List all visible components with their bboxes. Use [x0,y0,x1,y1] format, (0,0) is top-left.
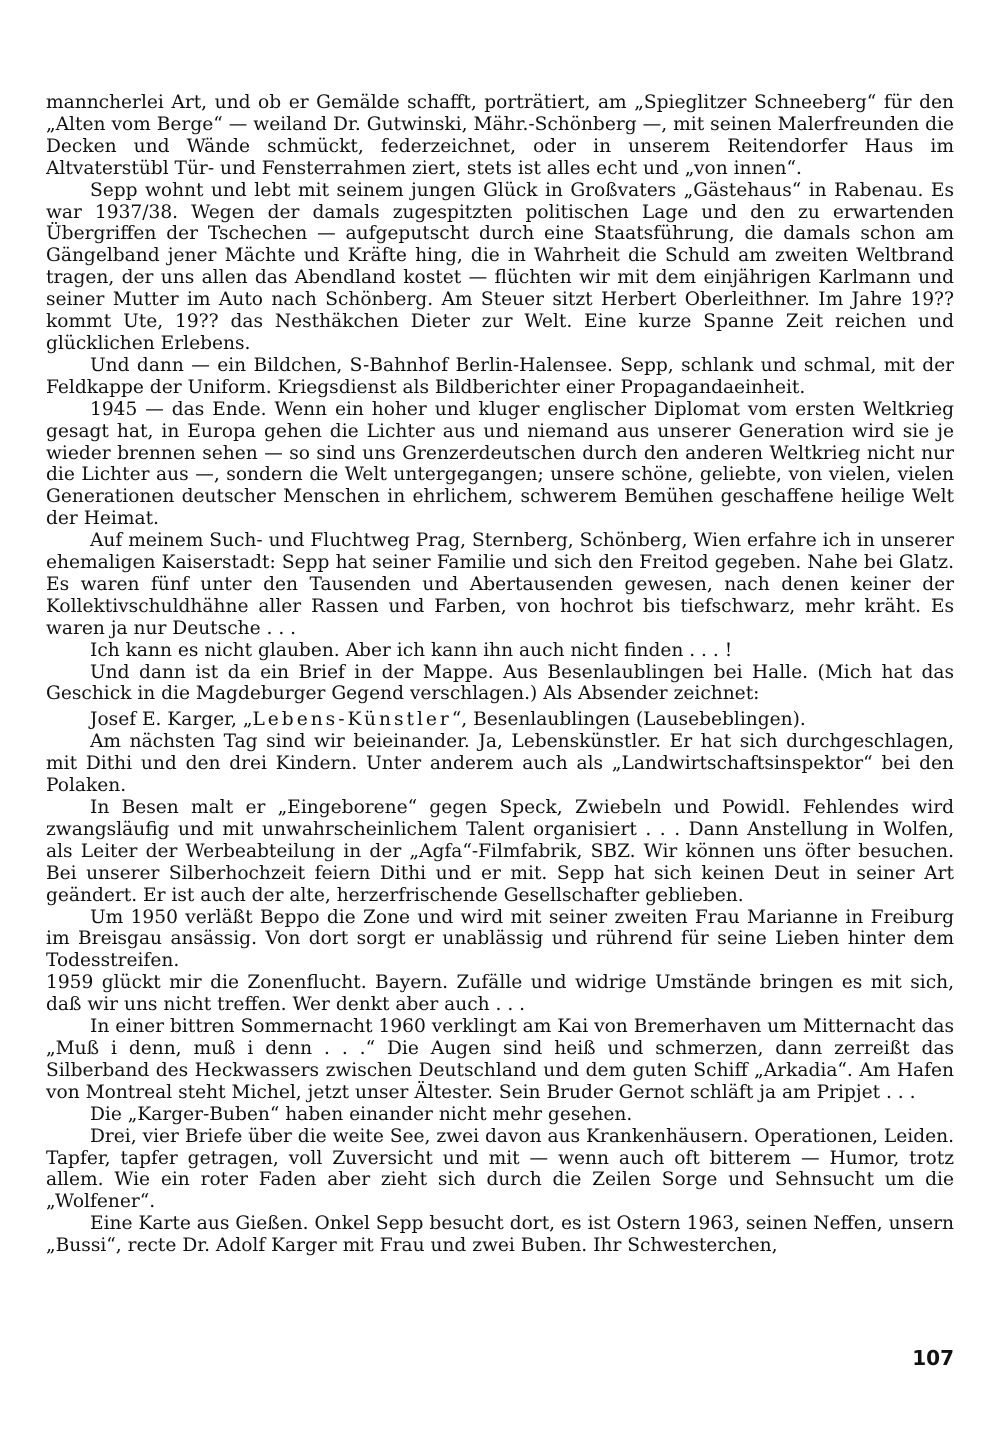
paragraph: manncherlei Art, und ob er Gemälde schafft, porträtiert, am „Spieglitzer Schneeberg“ für den „Alten vom Berge“ — weiland Dr. Gutwinski, Mähr.-Schönberg —, mit seinen Malerfreunden die Decken und Wände schmückt, federzeichnet, oder in unserem Reitendorfer Haus im Altvaterstübl Tür- und Fensterrahmen ziert, stets ist alles echt und „von innen“. [46,92,954,179]
paragraph: Ich kann es nicht glauben. Aber ich kann ihn auch nicht finden . . . ! [90,639,733,661]
paragraph: Drei, vier Briefe über die weite See, zwei davon aus Krankenhäusern. Operationen, Leiden. Tapfer, tapfer getragen, voll Zuversicht und mit — wenn auch oft bitterem — Humor, trotz allem. Wie ein roter Faden aber zieht sich durch die Zeilen Sorge und Sehnsucht um die „Wolfener“. [46,1125,954,1213]
paragraph: Am nächsten Tag sind wir beieinander. Ja, Lebenskünstler. Er hat sich durchgeschlagen, mit Dithi und den drei Kindern. Unter anderem auch als „Landwirtschaftsinspektor“ bei den Polaken. [46,731,954,797]
sender-signature-line [46,709,954,731]
paragraph: Und dann ist da ein Brief in der Mappe. Aus Besenlaublingen bei Halle. (Mich hat das Geschick in die Magdeburger Gegend verschlagen.) Als Absender zeichnet: [46,661,954,705]
paragraph: Und dann — ein Bildchen, S-Bahnhof Berlin-Halensee. Sepp, schlank und schmal, mit der Feldkappe der Uniform. Kriegsdienst als Bildberichter einer Propagandaeinheit. [46,354,954,398]
paragraph: Die „Karger-Buben“ haben einander nicht mehr gesehen. [90,1103,633,1125]
paragraph: Um 1950 verläßt Beppo die Zone und wird mit seiner zweiten Frau Marianne in Freiburg im Breisgau ansässig. Von dort sorgt er unablässig und rührend für seine Lieben hinter dem Todesstreifen. [46,906,954,972]
signature-prefix: Josef E. Karger, „ [90,709,253,731]
paragraph: Auf meinem Such- und Fluchtweg Prag, Sternberg, Schönberg, Wien erfahre ich in unserer ehemaligen Kaiserstadt: Sepp hat seiner Familie und sich den Freitod gegeben. Nahe bei Glatz. Es waren fünf unter den Tausenden und Abertausenden gewesen, nach denen keiner der Kollektivschuldhähne aller Rassen und Farben, von hochrot bis tiefschwarz, mehr kräht. Es waren ja nur Deutsche . . . [46,530,955,639]
signature-suffix: “, Besenlaublingen (Lausebeblingen). [451,709,806,731]
paragraph: 1945 — das Ende. Wenn ein hoher und kluger englischer Diplomat vom ersten Weltkrieg gesagt hat, in Europa gehen die Lichter aus und niemand aus unserer Generation wird sie je wieder brennen sehen — so sind uns Grenzerdeutschen durch den anderen Weltkrieg nicht nur die Lichter aus —, sondern die Welt untergegangen; unsere schöne, geliebte, von vielen, vielen Generationen deutscher Menschen in ehrlichem, schwerem Bemühen geschaffene heilige Welt der Heimat. [46,398,954,530]
paragraph: In einer bittren Sommernacht 1960 verklingt am Kai von Bremerhaven um Mitternacht das „Muß i denn, muß i denn . . .“ Die Augen sind heiß und schmerzen, dann zerreißt das Silberband des Heckwassers zwischen Deutschland und dem guten Schiff „Arkadia“. Am Hafen von Montreal steht Michel, jetzt unser Ältester. Sein Bruder Gernot schläft ja am Pripjet . . . [46,1016,954,1103]
paragraph: Eine Karte aus Gießen. Onkel Sepp besucht dort, es ist Ostern 1963, seinen Neffen, unsern „Bussi“, recte Dr. Adolf Karger mit Frau und zwei Buben. Ihr Schwesterchen, [46,1213,954,1257]
signature-spaced-name: Lebens-Künstler [252,709,452,731]
paragraph: Sepp wohnt und lebt mit seinem jungen Glück in Großvaters „Gästehaus“ in Rabenau. Es war 1937/38. Wegen der damals zugespitzten politischen Lage und den zu erwartenden Übergriffen der Tschechen — aufgeputscht durch eine Staatsführung, die damals schon am Gängelband jener Mächte und Kräfte hing, die in Wahrheit die Schuld am zweiten Weltbrand tragen, der uns allen das Abendland kostet — flüchten wir mit dem einjährigen Karlmann und seiner Mutter im Auto nach Schönberg. Am Steuer sitzt Herbert Oberleithner. Im Jahre 19?? kommt Ute, 19?? das Nesthäkchen Dieter zur Welt. Eine kurze Spanne Zeit reichen und glücklichen Erlebens. [46,179,954,354]
paragraph: 1959 glückt mir die Zonenflucht. Bayern. Zufälle und widrige Umstände bringen es mit sich, daß wir uns nicht treffen. Wer denkt aber auch . . . [46,972,954,1016]
page-number: 107 [912,1346,954,1370]
page-body [46,92,954,1257]
paragraph: In Besen malt er „Eingeborene“ gegen Speck, Zwiebeln und Powidl. Fehlendes wird zwangsläufig und mit unwahrscheinlichem Talent organisiert . . . Dann Anstellung in Wolfen, als Leiter der Werbeabteilung in der „Agfa“-Filmfabrik, SBZ. Wir können uns öfter besuchen. Bei unserer Silberhochzeit feiern Dithi und er mit. Sepp hat sich keinen Deut in seiner Art geändert. Er ist auch der alte, herzerfrischende Gesellschafter geblieben. [46,797,954,906]
